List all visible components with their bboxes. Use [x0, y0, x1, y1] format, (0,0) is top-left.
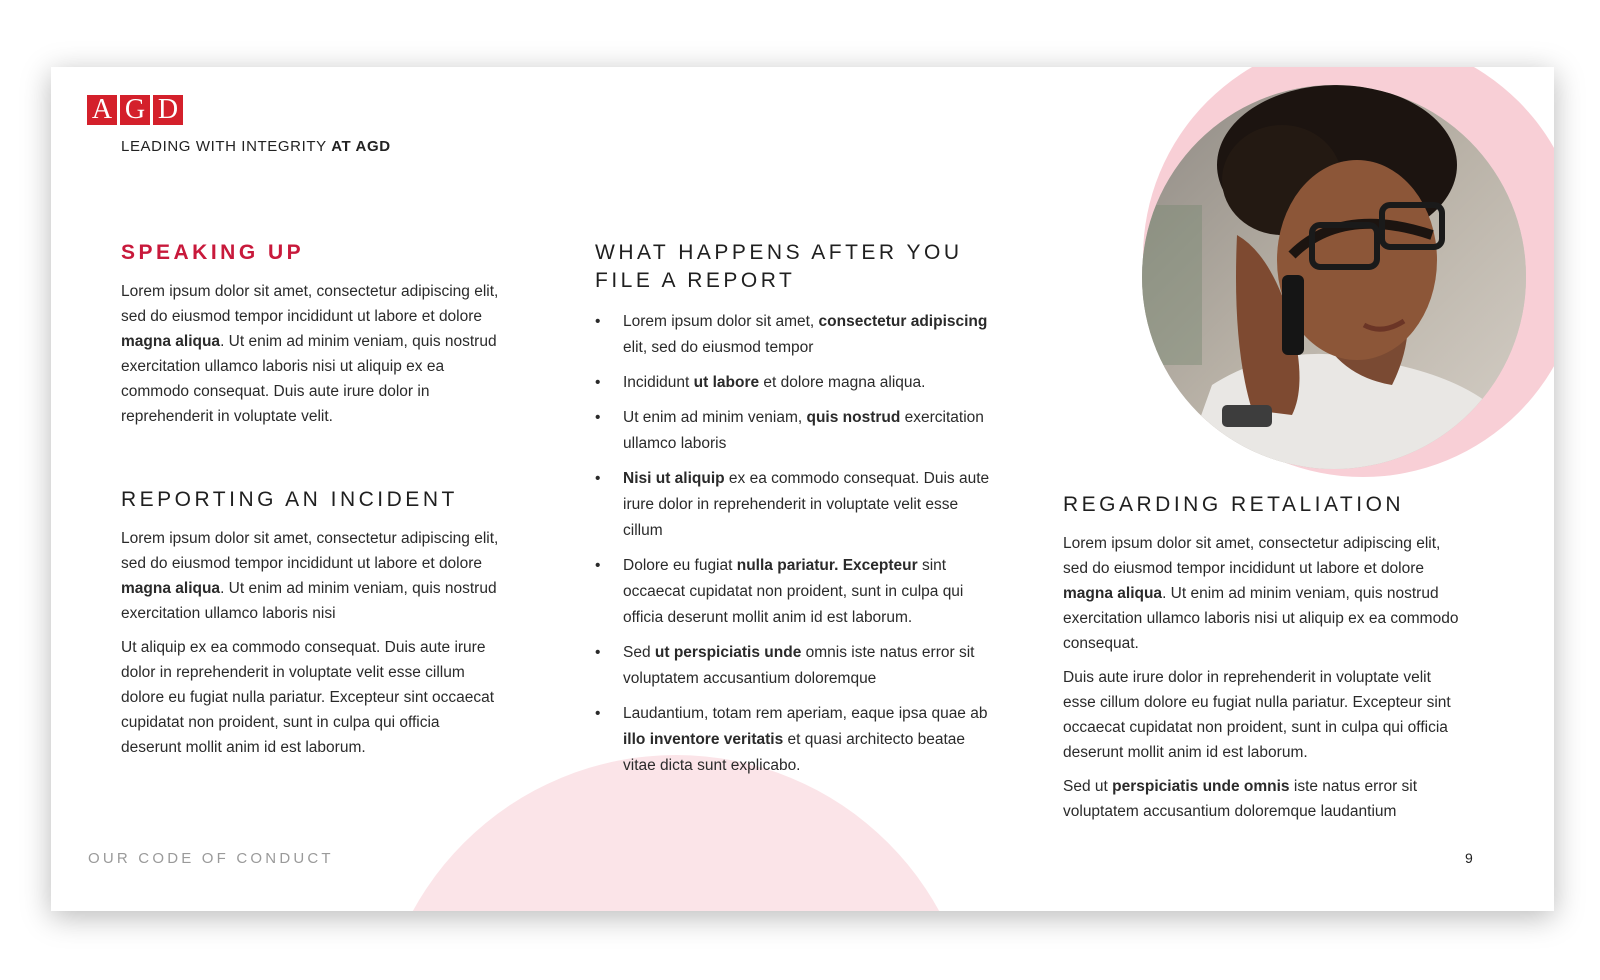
bullet-icon: • — [595, 313, 601, 330]
list-item-text — [623, 557, 963, 626]
bold-text: perspiciatis unde omnis — [1112, 778, 1290, 795]
bullet-icon: • — [595, 705, 601, 722]
bold-text: quis nostrud — [806, 409, 901, 426]
text-run: elit, sed do eiusmod tempor — [623, 339, 814, 356]
reporting-text-1 — [121, 526, 501, 626]
list-item — [595, 405, 995, 457]
list-item-text — [623, 644, 974, 687]
tagline — [121, 138, 391, 155]
reporting-section — [121, 486, 501, 769]
agd-logo — [87, 95, 183, 125]
bold-text: Nisi ut aliquip — [623, 470, 725, 487]
text-run: exercitation ullamco laboris — [623, 409, 984, 452]
list-item — [595, 640, 995, 692]
bold-text: ut labore — [693, 374, 760, 391]
text-run: Ut aliquip ex ea commodo consequat. Duis aute irure dolor in reprehenderit in voluptate velit esse cillum dolore eu fugiat nulla pariatur. Excepteur sint occaecat cupidatat non proident, sunt in culpa qui officia deserunt mollit anim id est laborum. — [121, 639, 495, 756]
woman-on-phone-photo — [1142, 85, 1526, 469]
bullet-icon: • — [595, 374, 601, 391]
logo-letter: G — [120, 95, 150, 125]
speaking-up-text — [121, 279, 501, 429]
list-item-text — [623, 470, 989, 539]
list-item-text — [623, 705, 987, 774]
tagline-bold: AT AGD — [331, 138, 391, 155]
list-item — [595, 370, 995, 396]
bullet-icon: • — [595, 644, 601, 661]
after-report-list — [595, 309, 995, 779]
retaliation-heading: REGARDING RETALIATION — [1063, 493, 1405, 516]
text-run: et quasi architecto beatae vitae dicta sunt explicabo. — [623, 731, 966, 774]
text-run: Sed — [623, 644, 655, 661]
portrait-illustration — [1142, 85, 1526, 469]
text-run: . Ut enim ad minim veniam, quis nostrud exercitation ullamco laboris nisi — [121, 580, 497, 622]
tagline-regular: LEADING WITH INTEGRITY — [121, 138, 332, 155]
text-run: Sed ut — [1063, 778, 1113, 795]
text-run: omnis iste natus error sit voluptatem accusantium doloremque — [623, 644, 975, 687]
page-number: 9 — [1465, 850, 1473, 866]
bold-text: magna aliqua — [121, 333, 221, 350]
bold-text: ut perspiciatis unde — [654, 644, 802, 661]
bold-text: illo inventore veritatis — [623, 731, 784, 748]
text-run: Ut enim ad minim veniam, — [623, 409, 807, 426]
text-run: et dolore magna aliqua. — [759, 374, 926, 391]
list-item-text — [623, 409, 984, 452]
reporting-text-2 — [121, 635, 501, 760]
text-run: Lorem ipsum dolor sit amet, — [623, 313, 819, 330]
bold-text: consectetur adipiscing — [818, 313, 988, 330]
bullet-icon: • — [595, 470, 601, 487]
logo-letter: D — [153, 95, 183, 125]
after-report-heading-line1: WHAT HAPPENS AFTER YOU — [595, 241, 963, 264]
text-run: Incididunt — [623, 374, 694, 391]
list-item — [595, 309, 995, 361]
text-run: iste natus error sit voluptatem accusantium doloremque laudantium — [1063, 778, 1418, 820]
footer-title: OUR CODE OF CONDUCT — [88, 850, 334, 867]
bold-text: magna aliqua — [121, 580, 221, 597]
after-report-heading — [595, 239, 995, 295]
text-run: Laudantium, totam rem aperiam, eaque ipsa quae ab — [623, 705, 988, 722]
retaliation-text-2 — [1063, 665, 1463, 765]
logo-letter: A — [87, 95, 117, 125]
text-run: . Ut enim ad minim veniam, quis nostrud exercitation ullamco laboris nisi ut aliquip ex ea commodo consequat. — [1063, 585, 1459, 652]
bullet-icon: • — [595, 557, 601, 574]
speaking-up-heading: SPEAKING UP — [121, 241, 305, 264]
text-run: ex ea commodo consequat. Duis aute irure dolor in reprehenderit in voluptate velit esse cillum — [623, 470, 990, 539]
after-report-heading-line2: FILE A REPORT — [595, 269, 796, 292]
text-run: Dolore eu fugiat — [623, 557, 737, 574]
text-run: Lorem ipsum dolor sit amet, consectetur adipiscing elit, sed do eiusmod tempor incididunt ut labore et dolore — [121, 530, 499, 572]
text-run: Lorem ipsum dolor sit amet, consectetur adipiscing elit, sed do eiusmod tempor incididunt ut labore et dolore — [121, 283, 499, 325]
bold-text: magna aliqua — [1063, 585, 1163, 602]
list-item — [595, 553, 995, 631]
text-run: Duis aute irure dolor in reprehenderit in voluptate velit esse cillum dolore eu fugiat nulla pariatur. Excepteur sint occaecat cupidatat non proident, sunt in culpa qui officia deserunt mollit anim id est laborum. — [1063, 669, 1451, 761]
list-item — [595, 466, 995, 544]
text-run: Lorem ipsum dolor sit amet, consectetur adipiscing elit, sed do eiusmod tempor incididunt ut labore et dolore — [1063, 535, 1441, 577]
list-item-text — [623, 374, 925, 391]
list-item-text — [623, 313, 987, 356]
retaliation-section — [1063, 491, 1463, 833]
retaliation-text-3 — [1063, 774, 1463, 824]
bullet-icon: • — [595, 409, 601, 426]
bold-text: nulla pariatur. Excepteur — [736, 557, 918, 574]
reporting-heading: REPORTING AN INCIDENT — [121, 488, 458, 511]
text-run: sint occaecat cupidatat non proident, sunt in culpa qui officia deserunt mollit anim id est laborum. — [623, 557, 964, 626]
speaking-up-section — [121, 239, 501, 438]
text-run: . Ut enim ad minim veniam, quis nostrud exercitation ullamco laboris nisi ut aliquip ex ea commodo consequat. Duis aute irure dolor in reprehenderit in voluptate velit. — [121, 333, 497, 425]
retaliation-text-1 — [1063, 531, 1463, 656]
slide-page — [51, 67, 1554, 911]
list-item — [595, 701, 995, 779]
after-report-section — [595, 239, 995, 788]
